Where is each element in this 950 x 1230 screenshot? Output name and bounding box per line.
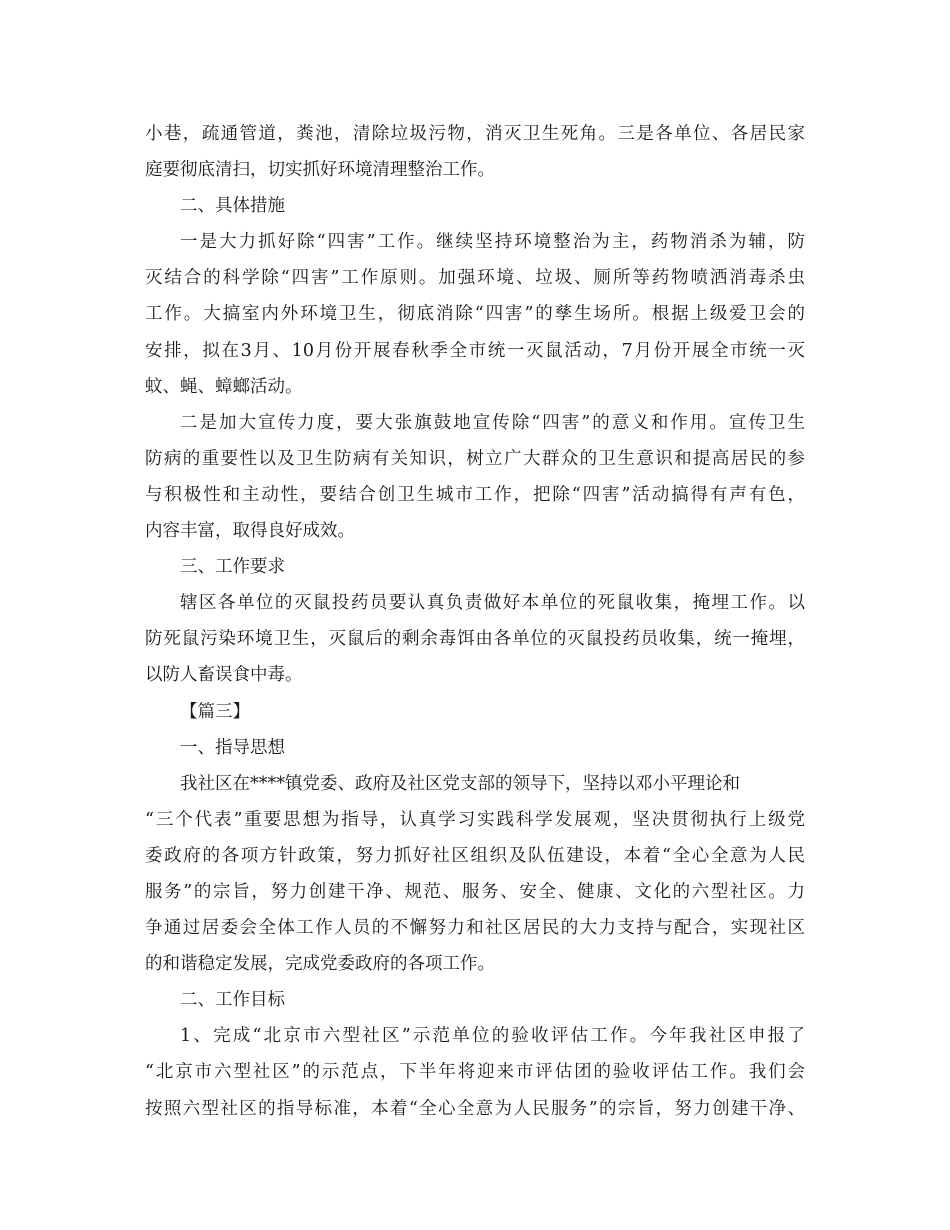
text-line: 委政府的各项方针政策，努力抓好社区组织及队伍建设，本着“全心全意为人民 (145, 845, 805, 866)
text-line: 按照六型社区的指导标准，本着“全心全意为人民服务”的宗旨，努力创建干净、 (145, 1098, 805, 1119)
text-line: 争通过居委会全体工作人员的不懈努力和社区居民的大力支持与配合，实现社区 (145, 918, 805, 939)
text-line: 庭要彻底清扫，切实抓好环境清理整治工作。 (145, 160, 495, 181)
text-line: 1、完成“北京市六型社区”示范单位的验收评估工作。今年我社区申报了 (180, 1026, 805, 1047)
text-line: 安排，拟在3月、10月份开展春秋季全市统一灭鼠活动，7月份开展全市统一灭 (145, 340, 805, 361)
document-body (145, 116, 805, 1127)
text-line: 【篇三】 (180, 701, 250, 722)
text-line: 防病的重要性以及卫生防病有关知识，树立广大群众的卫生意识和提高居民的参 (145, 448, 805, 469)
text-line: 我社区在****镇党委、政府及社区党支部的领导下，坚持以邓小平理论和 (180, 773, 740, 794)
text-line: 二、具体措施 (180, 196, 285, 217)
text-line: 一、指导思想 (180, 737, 285, 758)
text-line: 内容丰富，取得良好成效。 (145, 521, 355, 542)
text-line: 蚊、蝇、蟑螂活动。 (145, 376, 303, 397)
text-line: 以防人畜误食中毒。 (145, 665, 303, 686)
text-line: 二是加大宣传力度，要大张旗鼓地宣传除“四害”的意义和作用。宣传卫生 (180, 412, 805, 433)
text-line: 二、工作目标 (180, 990, 285, 1011)
text-line: “三个代表”重要思想为指导，认真学习实践科学发展观，坚决贯彻执行上级党 (145, 809, 805, 830)
text-line: 与积极性和主动性，要结合创卫生城市工作，把除“四害”活动搞得有声有色， (145, 484, 805, 505)
text-line: 小巷，疏通管道，粪池，清除垃圾污物，消灭卫生死角。三是各单位、各居民家 (145, 124, 805, 144)
text-line: 辖区各单位的灭鼠投药员要认真负责做好本单位的死鼠收集，掩埋工作。以 (180, 593, 805, 614)
text-line: 一是大力抓好除“四害”工作。继续坚持环境整治为主，药物消杀为辅，防 (180, 232, 805, 253)
text-line: “北京市六型社区”的示范点，下半年将迎来市评估团的验收评估工作。我们会 (145, 1062, 805, 1083)
text-line: 工作。大搞室内外环境卫生，彻底消除“四害”的孳生场所。根据上级爱卫会的 (145, 304, 805, 325)
text-line: 服务”的宗旨，努力创建干净、规范、服务、安全、健康、文化的六型社区。力 (145, 881, 805, 902)
text-line: 三、工作要求 (180, 557, 285, 578)
text-line: 的和谐稳定发展，完成党委政府的各项工作。 (145, 954, 495, 975)
text-line: 防死鼠污染环境卫生，灭鼠后的剩余毒饵由各单位的灭鼠投药员收集，统一掩埋， (145, 629, 805, 650)
text-line: 灭结合的科学除“四害”工作原则。加强环境、垃圾、厕所等药物喷洒消毒杀虫 (145, 268, 805, 289)
